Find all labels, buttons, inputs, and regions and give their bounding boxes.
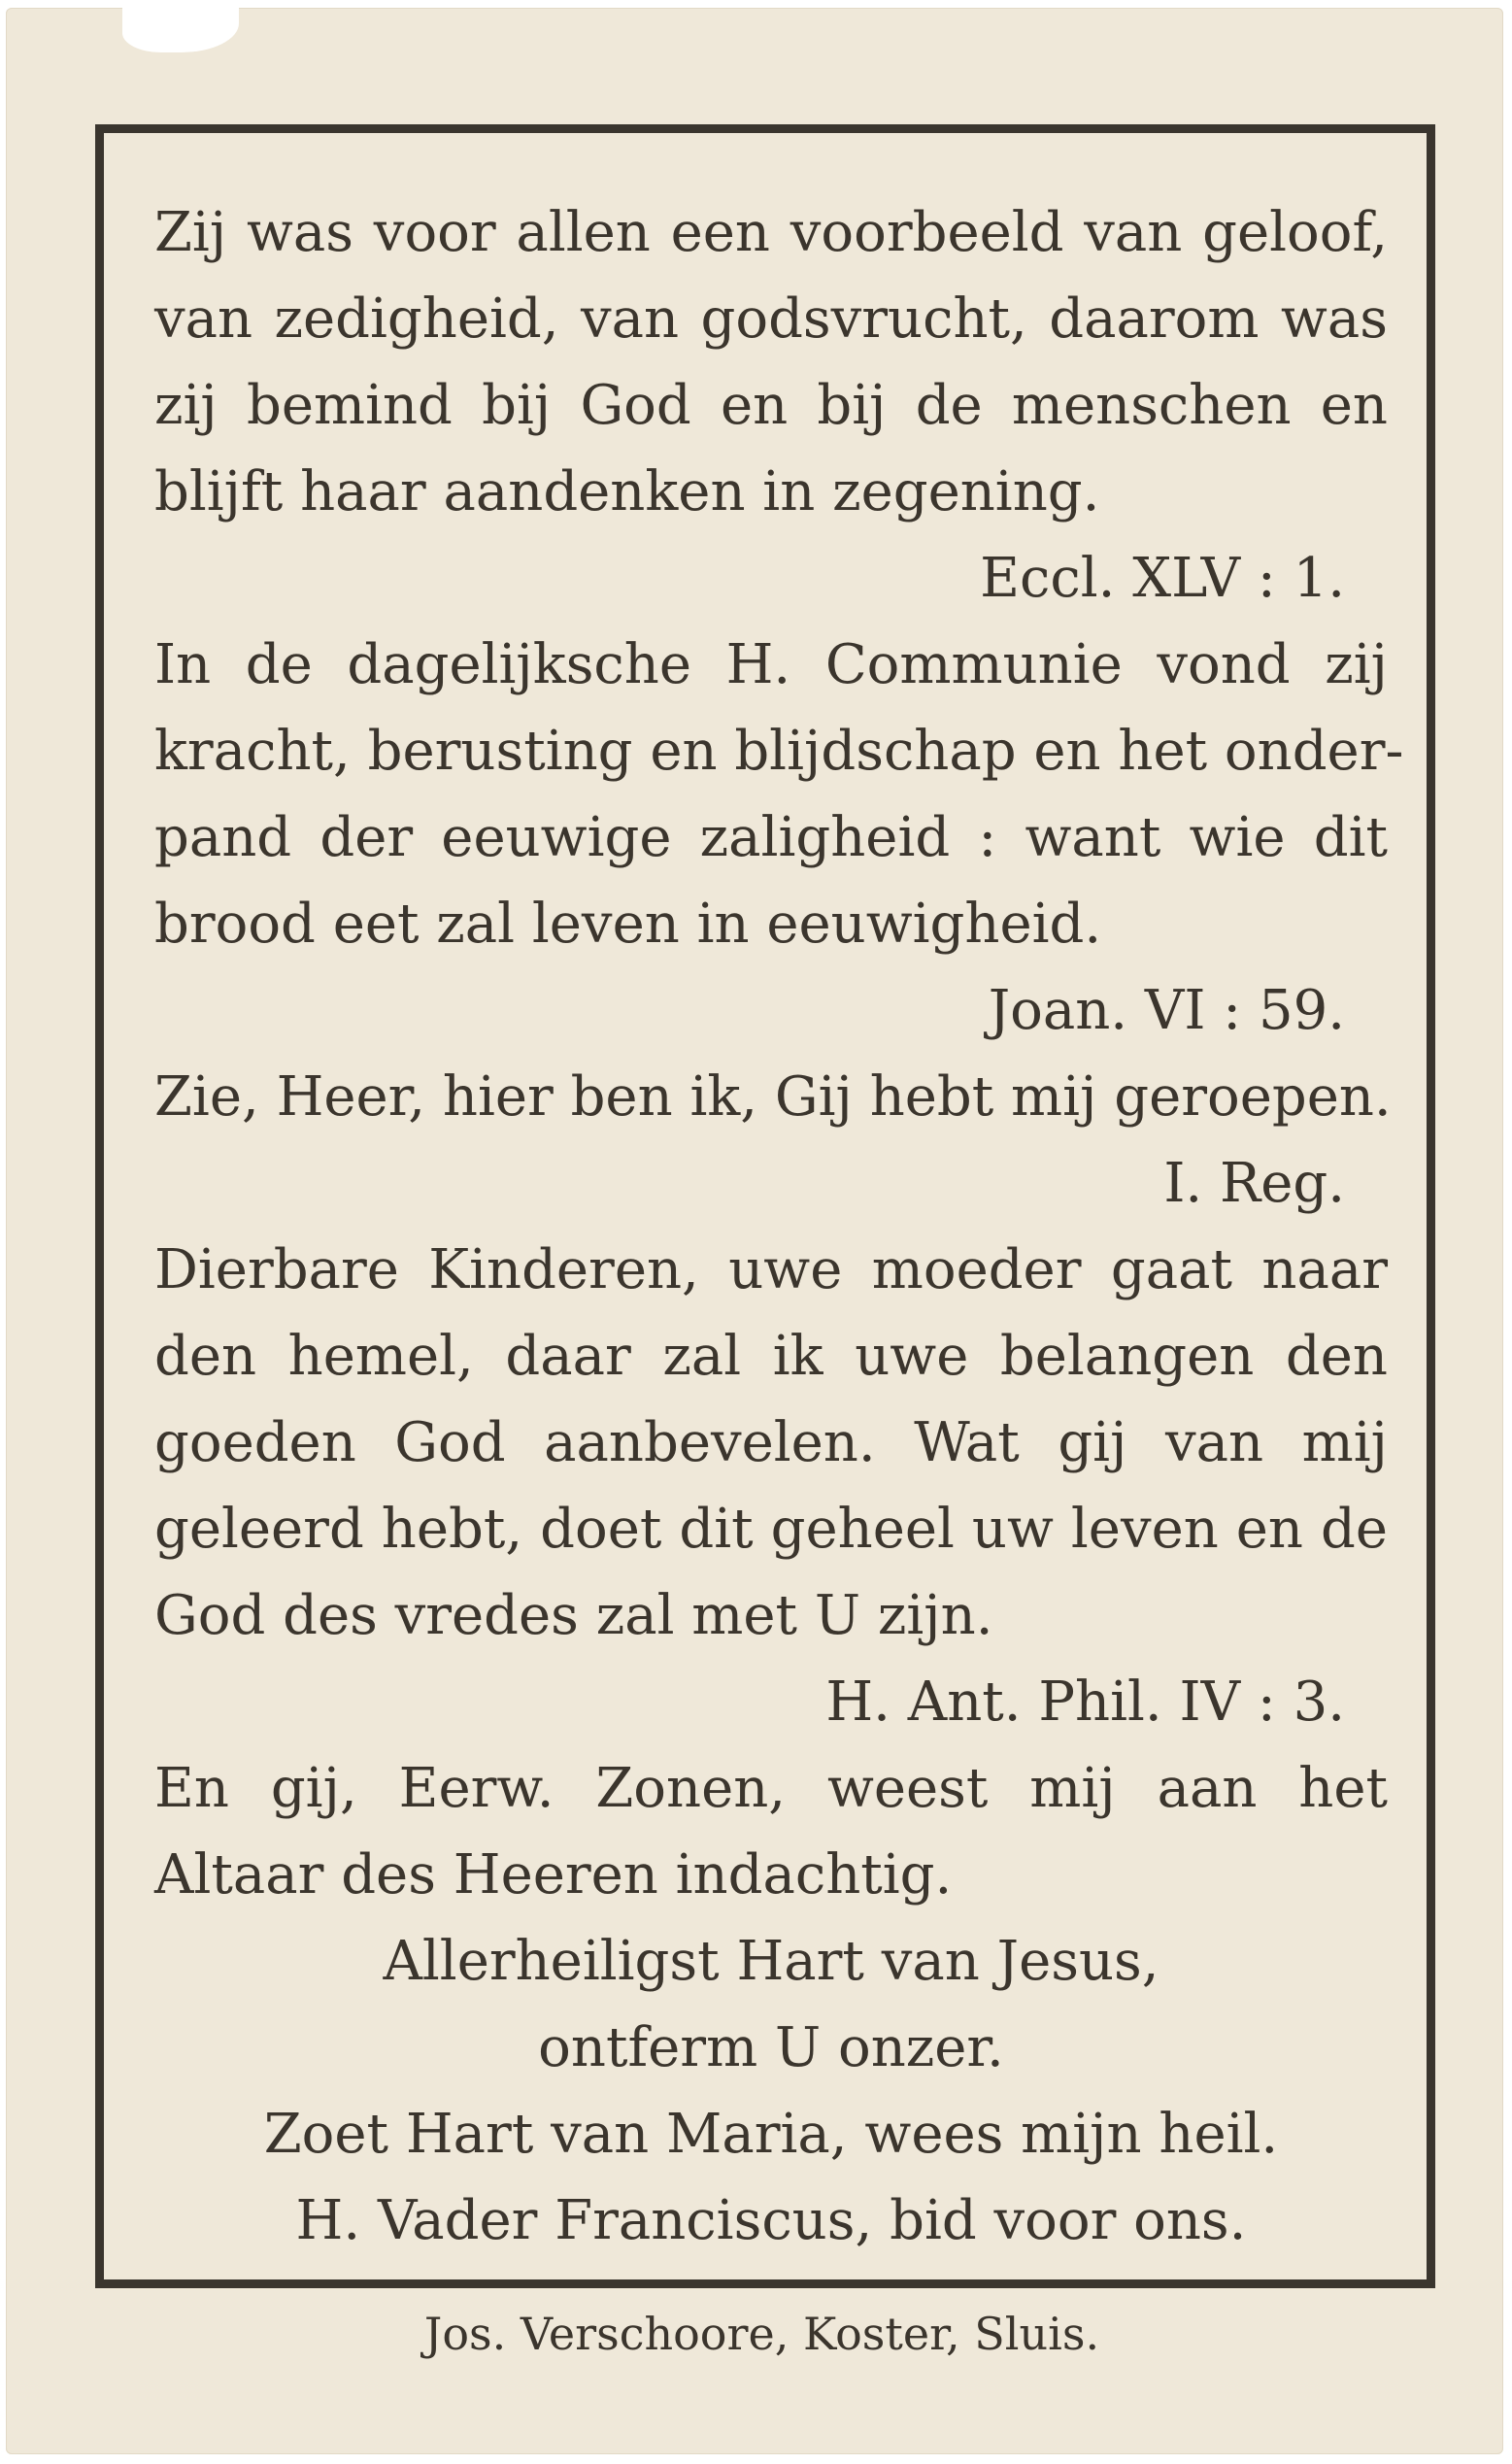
text-line: God des vredes zal met U zijn. bbox=[154, 1584, 993, 1647]
prayer-line: ontferm U onzer. bbox=[538, 2016, 1004, 2079]
text-line: goeden God aanbevelen. Wat gij van mij bbox=[154, 1411, 1388, 1474]
text-line: pand der eeuwige zaligheid : want wie dit bbox=[154, 806, 1388, 869]
closing-prayer bbox=[154, 1918, 1388, 2264]
prayer-line: Zoet Hart van Maria, wees mijn heil. bbox=[263, 2103, 1279, 2166]
torn-corner bbox=[122, 8, 239, 52]
text-line: Zij was voor allen een voorbeeld van geloof, bbox=[154, 201, 1388, 264]
text-frame-border bbox=[95, 124, 1435, 2288]
text-line: En gij, Eerw. Zonen, weest mij aan het bbox=[154, 1757, 1388, 1820]
text-line: Altaar des Heeren indachtig. bbox=[154, 1843, 953, 1907]
quote-paragraph-2 bbox=[154, 622, 1404, 967]
prayer-line: Allerheiligst Hart van Jesus, bbox=[383, 1930, 1159, 1993]
text-line: kracht, berusting en blijdschap en het onder- bbox=[154, 720, 1404, 783]
quote-paragraph-5 bbox=[154, 1745, 1388, 1918]
card-text bbox=[154, 189, 1404, 2264]
scripture-reference: Joan. VI : 59. bbox=[988, 979, 1345, 1042]
text-line: geleerd hebt, doet dit geheel uw leven en de bbox=[154, 1498, 1388, 1561]
text-line: den hemel, daar zal ik uwe belangen den bbox=[154, 1325, 1388, 1388]
prayer-line: H. Vader Franciscus, bid voor ons. bbox=[295, 2189, 1247, 2252]
text-line: van zedigheid, van godsvrucht, daarom was bbox=[154, 287, 1388, 351]
scripture-reference: I. Reg. bbox=[1163, 1152, 1345, 1215]
scripture-reference: H. Ant. Phil. IV : 3. bbox=[825, 1671, 1345, 1734]
text-line: brood eet zal leven in eeuwigheid. bbox=[154, 893, 1102, 956]
scripture-reference: Eccl. XLV : 1. bbox=[980, 547, 1345, 610]
text-line: Dierbare Kinderen, uwe moeder gaat naar bbox=[154, 1238, 1388, 1301]
text-line: In de dagelijksche H. Communie vond zij bbox=[154, 633, 1388, 696]
memorial-card bbox=[6, 8, 1503, 2454]
quote-paragraph-1 bbox=[154, 189, 1388, 535]
quote-paragraph-4 bbox=[154, 1227, 1388, 1659]
quote-paragraph-3 bbox=[154, 1054, 1392, 1140]
text-line: Zie, Heer, hier ben ik, Gij hebt mij geroepen. bbox=[154, 1065, 1392, 1129]
text-line: zij bemind bij God en bij de menschen en bbox=[154, 374, 1388, 437]
text-line: blijft haar aandenken in zegening. bbox=[154, 460, 1100, 523]
printer-credit: Jos. Verschoore, Koster, Sluis. bbox=[423, 2308, 1100, 2360]
